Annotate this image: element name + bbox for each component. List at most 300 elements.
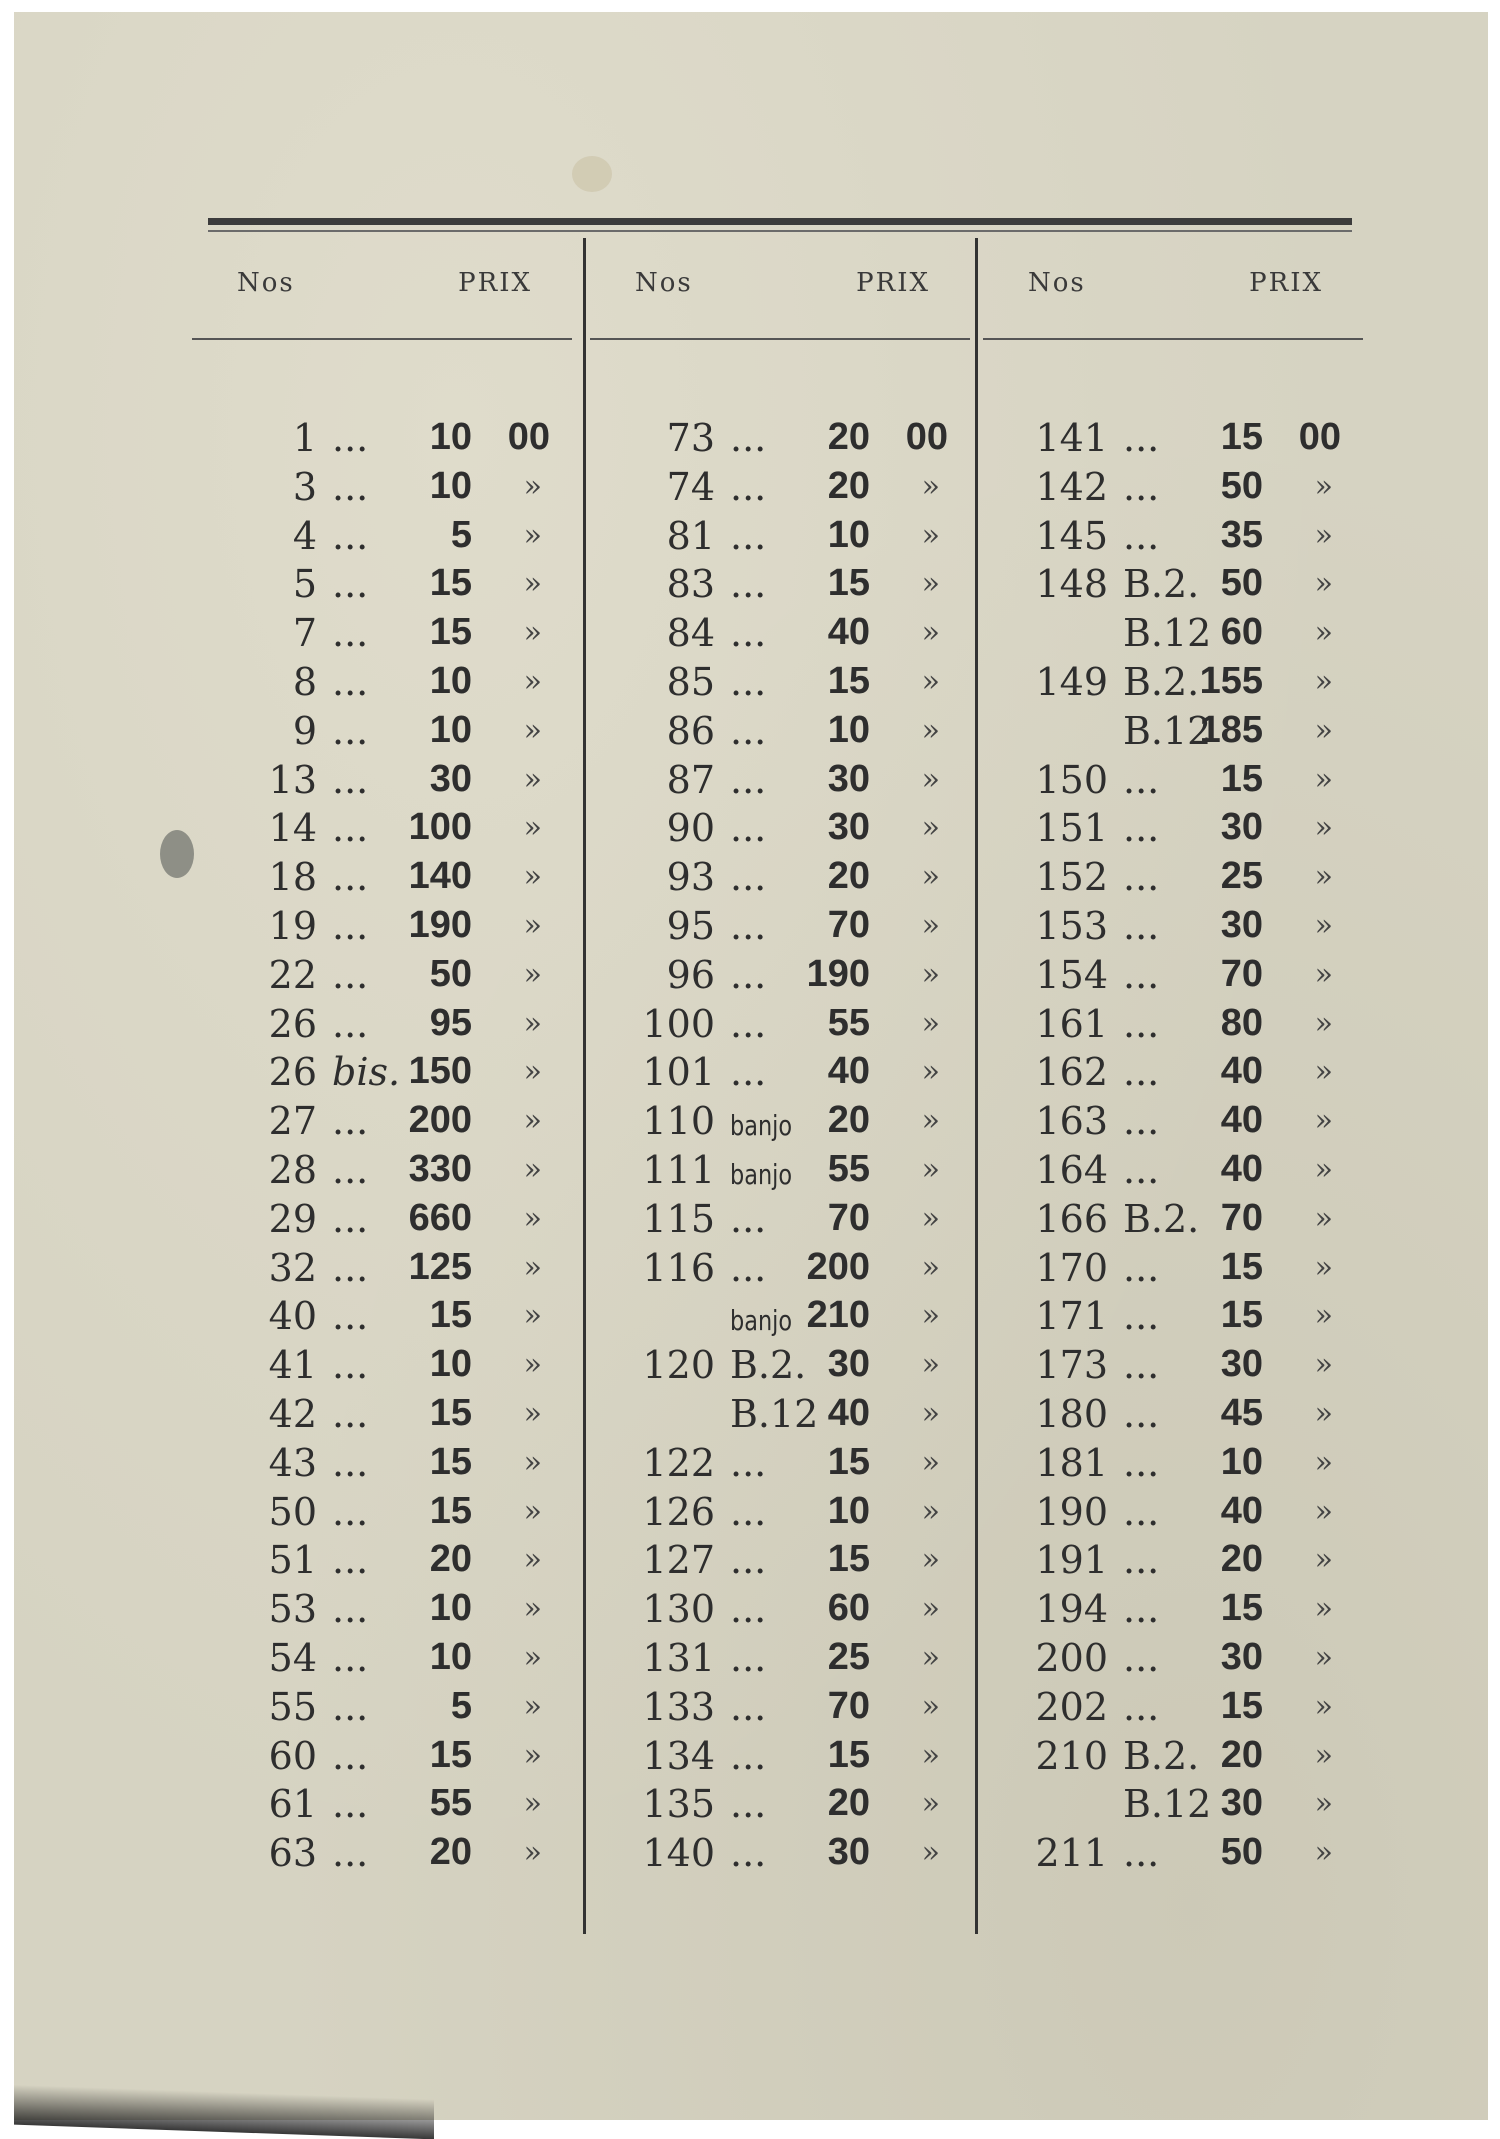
- item-qualifier: ...: [1123, 464, 1160, 509]
- item-price: 30: [1220, 1782, 1263, 1825]
- price-row: [192, 904, 572, 953]
- item-number: 162: [1035, 1050, 1108, 1095]
- price-row: [983, 1099, 1363, 1148]
- item-price: 20: [429, 1538, 472, 1581]
- item-price: 15: [1220, 416, 1263, 458]
- item-qualifier: ...: [730, 416, 767, 460]
- item-number: 9: [292, 708, 317, 753]
- item-cents: »: [523, 566, 542, 602]
- item-cents: »: [1314, 907, 1333, 943]
- item-qualifier: ...: [332, 952, 369, 997]
- item-price: 5: [450, 513, 472, 556]
- price-row: [983, 416, 1363, 465]
- item-cents: »: [523, 517, 542, 553]
- item-price: 125: [408, 1245, 472, 1288]
- item-cents: »: [523, 468, 542, 504]
- item-qualifier: ...: [332, 1489, 369, 1534]
- item-number: 131: [642, 1635, 715, 1680]
- item-qualifier: ...: [730, 1782, 767, 1827]
- header-rule: [192, 338, 572, 340]
- item-number: 1: [292, 416, 317, 460]
- price-row: [590, 465, 970, 514]
- item-cents: »: [1314, 1200, 1333, 1236]
- item-cents: »: [921, 907, 940, 943]
- item-qualifier: ...: [332, 416, 369, 460]
- item-number: 96: [666, 952, 715, 997]
- price-row: [590, 855, 970, 904]
- item-price: 140: [408, 855, 472, 898]
- price-row: [983, 611, 1363, 660]
- item-number: 85: [666, 659, 715, 704]
- item-cents: »: [921, 1786, 940, 1822]
- price-rows: [590, 416, 970, 1880]
- scan-shadow: [14, 2085, 434, 2139]
- price-row: [983, 1294, 1363, 1343]
- price-row: [983, 562, 1363, 611]
- item-number: 171: [1035, 1294, 1108, 1339]
- item-price: 80: [1220, 1001, 1263, 1044]
- item-qualifier: ...: [1123, 903, 1160, 948]
- price-row: [192, 1294, 572, 1343]
- item-price: 30: [827, 1343, 870, 1386]
- item-cents: »: [1314, 663, 1333, 699]
- item-cents: »: [1314, 1103, 1333, 1139]
- item-number: 153: [1035, 903, 1108, 948]
- item-cents: »: [921, 1688, 940, 1724]
- price-row: [590, 1099, 970, 1148]
- item-price: 30: [1220, 1343, 1263, 1386]
- item-qualifier: ...: [1123, 1635, 1160, 1680]
- item-qualifier: ...: [730, 1587, 767, 1632]
- item-qualifier: B.2.: [1123, 1733, 1200, 1778]
- item-price: 20: [827, 416, 870, 458]
- item-qualifier: ...: [730, 952, 767, 997]
- item-cents: »: [1314, 1542, 1333, 1578]
- item-number: 74: [666, 464, 715, 509]
- item-number: 200: [1035, 1635, 1108, 1680]
- item-number: 3: [292, 464, 317, 509]
- price-row: [590, 611, 970, 660]
- item-qualifier: banjo: [730, 1304, 793, 1338]
- price-row: [192, 1831, 572, 1880]
- item-cents: »: [921, 1395, 940, 1431]
- price-row: [192, 1490, 572, 1539]
- item-cents: »: [523, 1688, 542, 1724]
- item-qualifier: B.12: [1123, 1782, 1212, 1827]
- item-price: 25: [827, 1635, 870, 1678]
- item-number: 127: [642, 1538, 715, 1583]
- item-qualifier: ...: [730, 562, 767, 607]
- item-qualifier: ...: [332, 1538, 369, 1583]
- price-row: [192, 416, 572, 465]
- price-row: [590, 1685, 970, 1734]
- item-cents: »: [1314, 1786, 1333, 1822]
- item-price: 15: [429, 1294, 472, 1337]
- price-row: [590, 1294, 970, 1343]
- item-number: 26: [268, 1050, 317, 1095]
- item-qualifier: ...: [730, 611, 767, 656]
- item-qualifier: ...: [730, 1196, 767, 1241]
- item-price: 10: [429, 659, 472, 702]
- item-qualifier: ...: [1123, 1245, 1160, 1290]
- item-price: 30: [827, 757, 870, 800]
- item-price: 60: [827, 1587, 870, 1630]
- item-price: 15: [429, 562, 472, 605]
- item-cents: »: [523, 1835, 542, 1871]
- item-price: 30: [1220, 806, 1263, 849]
- item-number: 116: [642, 1245, 715, 1290]
- item-cents: »: [1314, 1835, 1333, 1871]
- item-cents: »: [921, 566, 940, 602]
- item-cents: »: [523, 663, 542, 699]
- price-row: [983, 1636, 1363, 1685]
- item-price: 50: [1220, 1831, 1263, 1874]
- item-qualifier: ...: [1123, 757, 1160, 802]
- item-qualifier: ...: [332, 1391, 369, 1436]
- item-number: 130: [642, 1587, 715, 1632]
- item-cents: »: [1314, 1347, 1333, 1383]
- item-number: 126: [642, 1489, 715, 1534]
- item-qualifier: ...: [332, 1147, 369, 1192]
- item-qualifier: ...: [332, 708, 369, 753]
- item-cents: »: [1314, 1737, 1333, 1773]
- item-price: 40: [1220, 1147, 1263, 1190]
- item-price: 155: [1199, 659, 1263, 702]
- item-qualifier: ...: [332, 1831, 369, 1876]
- item-number: 170: [1035, 1245, 1108, 1290]
- item-number: 145: [1035, 513, 1108, 558]
- item-qualifier: ...: [730, 903, 767, 948]
- item-price: 10: [429, 1587, 472, 1630]
- column-header: [192, 238, 572, 338]
- item-cents: »: [1314, 1493, 1333, 1529]
- item-qualifier: ...: [1123, 1831, 1160, 1876]
- item-price: 30: [429, 757, 472, 800]
- item-number: 151: [1035, 806, 1108, 851]
- item-cents: »: [921, 1591, 940, 1627]
- item-price: 40: [827, 1391, 870, 1434]
- price-row: [590, 1734, 970, 1783]
- item-price: 15: [429, 1489, 472, 1532]
- header-nos: Nos: [635, 268, 693, 298]
- item-number: 110: [642, 1099, 715, 1144]
- item-qualifier: ...: [1123, 1391, 1160, 1436]
- item-number: 100: [642, 1001, 715, 1046]
- item-cents: »: [921, 468, 940, 504]
- item-price: 150: [408, 1050, 472, 1093]
- price-row: [192, 1734, 572, 1783]
- item-number: 154: [1035, 952, 1108, 997]
- price-row: [192, 1685, 572, 1734]
- item-price: 70: [827, 1684, 870, 1727]
- item-qualifier: ...: [730, 806, 767, 851]
- price-row: [590, 1782, 970, 1831]
- item-number: 120: [642, 1343, 715, 1388]
- price-row: [590, 1490, 970, 1539]
- item-number: 164: [1035, 1147, 1108, 1192]
- price-row: [983, 1538, 1363, 1587]
- price-row: [192, 1050, 572, 1099]
- item-price: 200: [408, 1099, 472, 1142]
- item-cents: »: [1314, 1005, 1333, 1041]
- item-qualifier: ...: [730, 464, 767, 509]
- item-number: 19: [268, 903, 317, 948]
- item-number: 28: [268, 1147, 317, 1192]
- item-cents: »: [1314, 810, 1333, 846]
- item-cents: »: [921, 1103, 940, 1139]
- item-number: 14: [268, 806, 317, 851]
- price-row: [590, 1441, 970, 1490]
- price-row: [192, 1246, 572, 1295]
- item-price: 10: [429, 1343, 472, 1386]
- price-row: [192, 709, 572, 758]
- price-row: [192, 611, 572, 660]
- item-price: 10: [827, 1489, 870, 1532]
- price-row: [192, 1636, 572, 1685]
- header-prix: PRIX: [458, 268, 532, 298]
- item-price: 15: [1220, 1294, 1263, 1337]
- price-row: [590, 1050, 970, 1099]
- price-row: [983, 465, 1363, 514]
- price-row: [590, 1148, 970, 1197]
- price-row: [192, 1538, 572, 1587]
- item-number: 40: [268, 1294, 317, 1339]
- price-row: [983, 709, 1363, 758]
- price-row: [590, 1002, 970, 1051]
- item-qualifier: bis.: [332, 1050, 401, 1095]
- item-cents: »: [921, 1639, 940, 1675]
- item-number: 95: [666, 903, 715, 948]
- item-cents: »: [921, 517, 940, 553]
- item-price: 20: [1220, 1733, 1263, 1776]
- price-row: [983, 660, 1363, 709]
- item-price: 70: [1220, 1196, 1263, 1239]
- price-row: [590, 904, 970, 953]
- price-row: [192, 758, 572, 807]
- price-row: [983, 1782, 1363, 1831]
- price-row: [590, 806, 970, 855]
- item-number: 202: [1035, 1684, 1108, 1729]
- item-qualifier: ...: [332, 1343, 369, 1388]
- item-qualifier: ...: [730, 708, 767, 753]
- price-row: [590, 1246, 970, 1295]
- header-rule: [590, 338, 970, 340]
- price-row: [983, 1685, 1363, 1734]
- price-row: [983, 1050, 1363, 1099]
- item-price: 330: [408, 1147, 472, 1190]
- item-qualifier: ...: [332, 1245, 369, 1290]
- item-number: 60: [268, 1733, 317, 1778]
- item-number: 87: [666, 757, 715, 802]
- item-price: 15: [429, 1733, 472, 1776]
- item-price: 50: [1220, 464, 1263, 507]
- price-row: [983, 1197, 1363, 1246]
- item-price: 40: [1220, 1489, 1263, 1532]
- item-number: 150: [1035, 757, 1108, 802]
- price-row: [192, 1148, 572, 1197]
- price-row: [983, 1148, 1363, 1197]
- stain-mark: [572, 156, 612, 192]
- item-number: 8: [292, 659, 317, 704]
- item-price: 200: [806, 1245, 870, 1288]
- item-qualifier: ...: [730, 1684, 767, 1729]
- price-row: [590, 1197, 970, 1246]
- item-price: 10: [1220, 1440, 1263, 1483]
- item-qualifier: ...: [332, 1635, 369, 1680]
- item-number: 173: [1035, 1343, 1108, 1388]
- item-cents: »: [523, 1005, 542, 1041]
- price-row: [192, 465, 572, 514]
- stain-mark: [160, 830, 194, 878]
- price-row: [983, 1831, 1363, 1880]
- item-price: 15: [1220, 1245, 1263, 1288]
- item-number: 42: [268, 1391, 317, 1436]
- item-number: 32: [268, 1245, 317, 1290]
- item-qualifier: ...: [1123, 1343, 1160, 1388]
- item-number: 163: [1035, 1099, 1108, 1144]
- item-qualifier: ...: [730, 1831, 767, 1876]
- item-price: 50: [429, 952, 472, 995]
- item-number: 149: [1035, 659, 1108, 704]
- price-rows: [983, 416, 1363, 1880]
- item-qualifier: ...: [730, 1733, 767, 1778]
- item-number: 29: [268, 1196, 317, 1241]
- item-number: 134: [642, 1733, 715, 1778]
- item-number: 54: [268, 1635, 317, 1680]
- item-number: 141: [1035, 416, 1108, 460]
- item-number: 166: [1035, 1196, 1108, 1241]
- item-cents: »: [1314, 712, 1333, 748]
- item-cents: »: [1314, 859, 1333, 895]
- column-header: [590, 238, 970, 338]
- price-rows: [192, 416, 572, 1880]
- item-qualifier: B.2.: [1123, 1196, 1200, 1241]
- item-qualifier: ...: [1123, 1050, 1160, 1095]
- price-row: [192, 806, 572, 855]
- price-row: [983, 1734, 1363, 1783]
- item-cents: »: [921, 663, 940, 699]
- item-cents: »: [921, 1005, 940, 1041]
- item-qualifier: ...: [1123, 1099, 1160, 1144]
- item-price: 20: [827, 855, 870, 898]
- item-qualifier: ...: [1123, 1538, 1160, 1583]
- item-price: 10: [429, 464, 472, 507]
- item-cents: »: [921, 1835, 940, 1871]
- item-qualifier: ...: [332, 806, 369, 851]
- item-cents: »: [1314, 1249, 1333, 1285]
- item-cents: »: [523, 1591, 542, 1627]
- item-cents: »: [523, 615, 542, 651]
- item-number: 133: [642, 1684, 715, 1729]
- item-price: 660: [408, 1196, 472, 1239]
- item-cents: »: [523, 1639, 542, 1675]
- item-number: 101: [642, 1050, 715, 1095]
- item-qualifier: ...: [730, 855, 767, 900]
- item-price: 70: [827, 903, 870, 946]
- item-number: 26: [268, 1001, 317, 1046]
- item-number: 22: [268, 952, 317, 997]
- item-cents: »: [1314, 1688, 1333, 1724]
- item-cents: »: [1314, 956, 1333, 992]
- item-cents: »: [1314, 761, 1333, 797]
- item-cents: »: [523, 1786, 542, 1822]
- header-nos: Nos: [1028, 268, 1086, 298]
- price-row: [590, 758, 970, 807]
- item-cents: »: [921, 1542, 940, 1578]
- price-row: [590, 953, 970, 1002]
- item-cents: »: [1314, 517, 1333, 553]
- item-number: 41: [268, 1343, 317, 1388]
- top-rule: [208, 218, 1352, 225]
- price-row: [192, 1441, 572, 1490]
- item-price: 20: [827, 1782, 870, 1825]
- price-row: [192, 1002, 572, 1051]
- item-qualifier: ...: [1123, 1001, 1160, 1046]
- price-row: [192, 1782, 572, 1831]
- item-qualifier: ...: [730, 1538, 767, 1583]
- item-qualifier: ...: [332, 1099, 369, 1144]
- item-number: 43: [268, 1440, 317, 1485]
- item-cents: »: [1314, 1054, 1333, 1090]
- item-cents: »: [1314, 566, 1333, 602]
- price-row: [192, 1197, 572, 1246]
- item-qualifier: B.2.: [730, 1343, 807, 1388]
- item-number: 50: [268, 1489, 317, 1534]
- item-number: 73: [666, 416, 715, 460]
- item-qualifier: ...: [1123, 1684, 1160, 1729]
- item-number: 161: [1035, 1001, 1108, 1046]
- item-price: 185: [1199, 708, 1263, 751]
- item-price: 30: [1220, 1635, 1263, 1678]
- item-price: 10: [429, 708, 472, 751]
- item-cents: »: [1314, 1151, 1333, 1187]
- item-qualifier: B.12: [730, 1391, 819, 1436]
- price-row: [983, 514, 1363, 563]
- column-divider: [975, 238, 978, 1934]
- item-price: 25: [1220, 855, 1263, 898]
- item-number: 13: [268, 757, 317, 802]
- price-row: [590, 1538, 970, 1587]
- item-cents: »: [523, 712, 542, 748]
- item-qualifier: ...: [332, 757, 369, 802]
- item-qualifier: ...: [332, 611, 369, 656]
- item-qualifier: ...: [730, 659, 767, 704]
- item-cents: »: [523, 1151, 542, 1187]
- item-number: 115: [642, 1196, 715, 1241]
- item-price: 5: [450, 1684, 472, 1727]
- item-price: 55: [827, 1147, 870, 1190]
- item-number: 140: [642, 1831, 715, 1876]
- item-cents: »: [1314, 1395, 1333, 1431]
- item-price: 15: [827, 1440, 870, 1483]
- item-price: 20: [429, 1831, 472, 1874]
- item-number: 211: [1035, 1831, 1108, 1876]
- item-price: 30: [827, 1831, 870, 1874]
- item-qualifier: ...: [332, 855, 369, 900]
- item-number: 27: [268, 1099, 317, 1144]
- item-cents: »: [921, 1347, 940, 1383]
- item-qualifier: ...: [332, 464, 369, 509]
- item-cents: »: [523, 810, 542, 846]
- item-number: 135: [642, 1782, 715, 1827]
- price-row: [192, 1392, 572, 1441]
- price-row: [590, 1587, 970, 1636]
- item-cents: »: [921, 761, 940, 797]
- item-number: 5: [292, 562, 317, 607]
- item-cents: 00: [1298, 416, 1341, 458]
- item-qualifier: ...: [1123, 513, 1160, 558]
- item-cents: »: [523, 1054, 542, 1090]
